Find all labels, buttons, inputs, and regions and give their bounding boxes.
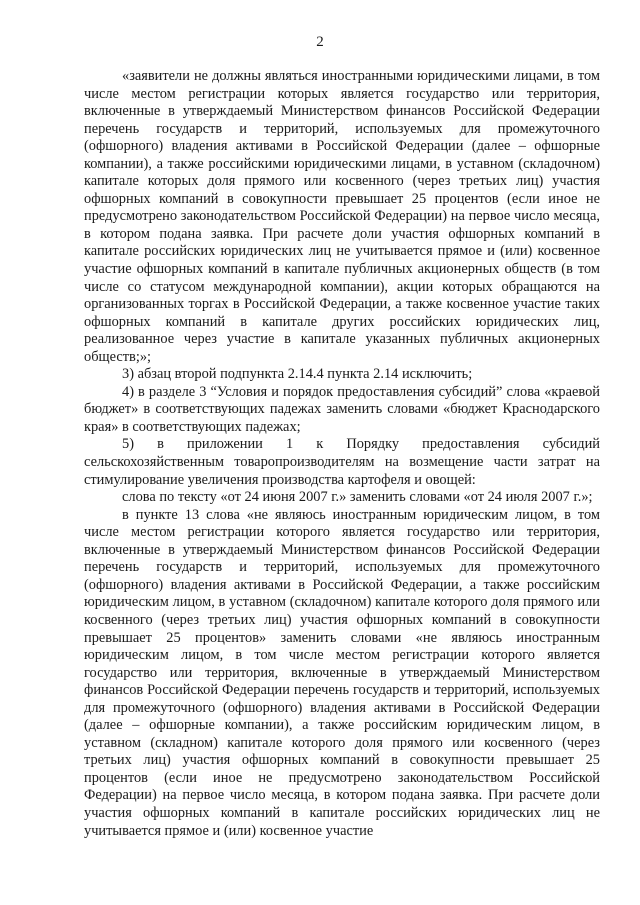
paragraph-clause-13: в пункте 13 слова «не являюсь иностранным юридическим лицом, в том числе местом регистрации которого является государство или территория, включенные в утверждаемый Министерством финансов Российской Федерации перечень государств и территорий, используемых для промежуточного (офшорного) владения активами в Российской Федерации, а также российским юридическим лицом, в уставном (складочном) капитале которого доля прямого или косвенного (через третьих лиц) участия офшорных компаний в совокупности превышает 25 процентов» заменить словами «не являюсь иностранным юридическим лицом, в том числе местом регистрации которого является государство или территория, включенные в утверждаемый Министерством финансов Российской Федерации перечень государств и территорий, используемых для промежуточного (офшорного) владения активами в Российской Федерации (далее – офшорные компании), а также российским юридическим лицом, в уставном (складном) капитале которого доля прямого или косвенного (через третьих лиц) участия офшорных компаний в совокупности превышает 25 процентов (если иное не предусмотрено законодательством Российской Федерации) на первое число месяца, в котором подана заявка. При расчете доли участия офшорных компаний в капитале российских юридических лиц не учитывается прямое и (или) косвенное участие (84, 506, 600, 839)
paragraph-item-3: 3) абзац второй подпункта 2.14.4 пункта 2.14 исключить; (122, 366, 473, 383)
paragraph-item-4: 4) в разделе 3 “Условия и порядок предоставления субсидий” слова «краевой бюджет» в соответствующих падежах заменить словами «бюджет Краснодарского края» в соответствующих падежах; (84, 383, 600, 435)
page-number: 2 (316, 34, 324, 50)
document-body (84, 68, 600, 840)
paragraph-item-5: 5) в приложении 1 к Порядку предоставления субсидий сельскохозяйственным товаропроизводителям на возмещение части затрат на стимулирование увеличения производства картофеля и овощей: (84, 436, 600, 488)
paragraph-date-replacement: слова по тексту «от 24 июня 2007 г.» заменить словами «от 24 июля 2007 г.»; (122, 489, 593, 506)
paragraph-applicant-requirements: «заявители не должны являться иностранными юридическими лицами, в том числе местом регистрации которых является государство или территория, включенные в утверждаемый Министерством финансов Российской Федерации перечень государств и территорий, используемых для промежуточного (офшорного) владения активами в Российской Федерации (далее – офшорные компании), а также российскими юридическими лицами, в уставном (складочном) капитале которых доля прямого или косвенного (через третьих лиц) участия офшорных компаний в совокупности превышает 25 процентов (если иное не предусмотрено законодательством Российской Федерации) на первое число месяца, в котором подана заявка. При расчете доли участия офшорных компаний в капитале российских юридических лиц не учитывается прямое и (или) косвенное участие офшорных компаний в капитале публичных акционерных обществ (в том числе со статусом международной компании), акции которых обращаются на организованных торгах в Российской Федерации, а также косвенное участие таких офшорных компаний в капитале других российских юридических лиц, реализованное через участие в капитале указанных публичных акционерных обществ;»; (84, 68, 600, 365)
